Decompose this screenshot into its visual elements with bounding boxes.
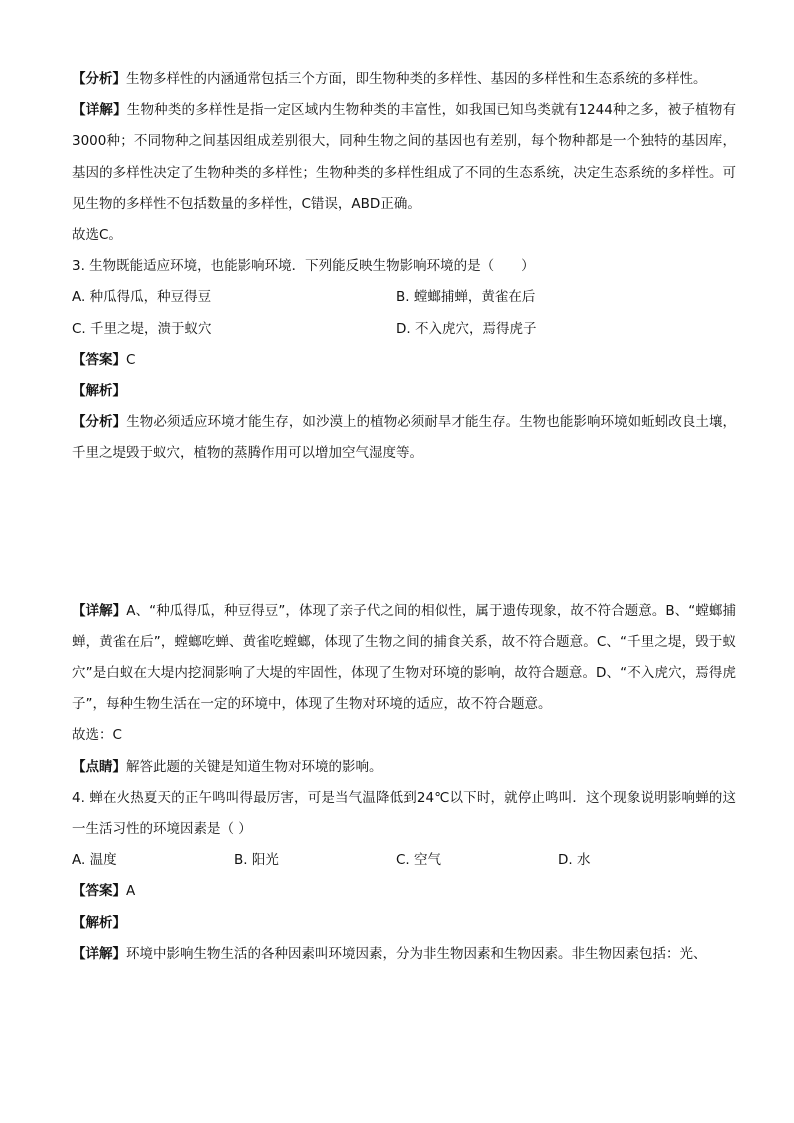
comment-tag: 【点睛】 xyxy=(72,758,126,775)
question-3-stem: 3. 生物既能适应环境，也能影响环境．下列能反映生物影响环境的是（ ） xyxy=(72,258,535,275)
question-3-answer xyxy=(72,345,736,376)
question-3-analysis xyxy=(72,407,736,469)
option-c: C. 空气 xyxy=(396,852,442,869)
detail-tag: 【详解】 xyxy=(72,102,127,119)
detail-tag: 【详解】 xyxy=(72,602,127,619)
option-d: D. 不入虎穴，焉得虎子 xyxy=(396,320,537,337)
option-a: A. 种瓜得瓜，种豆得豆 xyxy=(72,289,212,306)
question-3-options xyxy=(72,282,736,344)
question-4-explain-tag: 【解析】 xyxy=(72,914,126,931)
block1-conclusion: 故选C。 xyxy=(72,227,122,244)
detail-text: A、“种瓜得瓜，种豆得豆”，体现了亲子代之间的相似性，属于遗传现象，故不符合题意。B、“螳螂捕蝉，黄雀在后”，螳螂吃蝉、黄雀吃螳螂，体现了生物之间的捕食关系，故不符合题意。C、“千里之堤，毁于蚁穴”是白蚁在大堤内挖洞影响了大堤的牢固性，体现了生物对环境的影响，故符合题意。D、“不入虎穴，焉得虎子”，每种生物生活在一定的环境中，体现了生物对环境的适应，故不符合题意。 xyxy=(72,602,736,713)
comment-text: 解答此题的关键是知道生物对环境的影响。 xyxy=(126,758,383,775)
question-3-conclusion: 故选：C xyxy=(72,727,122,744)
question-4-options xyxy=(72,845,736,876)
page-content xyxy=(72,64,736,970)
question-4-detail xyxy=(72,939,736,970)
option-b: B. 螳螂捕蝉，黄雀在后 xyxy=(396,289,536,306)
analysis-text: 生物多样性的内涵通常包括三个方面，即生物种类的多样性、基因的多样性和生态系统的多样性。 xyxy=(126,71,707,87)
question-3-detail xyxy=(72,596,736,721)
question-4-answer xyxy=(72,876,736,907)
answer-tag: 【答案】 xyxy=(72,883,126,900)
block1-detail xyxy=(72,95,736,220)
option-c: C. 千里之堤，溃于蚁穴 xyxy=(72,320,212,337)
question-3-explain-tag: 【解析】 xyxy=(72,383,126,400)
analysis-tag: 【分析】 xyxy=(72,414,127,431)
detail-text: 生物种类的多样性是指一定区域内生物种类的丰富性，如我国已知鸟类就有1244种之多，被子植物有3000种；不同物种之间基因组成差别很大，同种生物之间的基因也有差别，每个物种都是一个独特的基因库，基因的多样性决定了生物种类的多样性；生物种类的多样性组成了不同的生态系统，决定生态系统的多样性。可见生物的多样性不包括数量的多样性，C错误，ABD正确。 xyxy=(72,102,737,212)
analysis-tag: 【分析】 xyxy=(72,71,126,87)
detail-tag: 【详解】 xyxy=(72,945,126,962)
answer-value: C xyxy=(126,351,136,368)
question-4-stem: 4. 蝉在火热夏天的正午鸣叫得最厉害，可是当气温降低到24℃以下时，就停止鸣叫．这个现象说明影响蝉的这一生活习性的环境因素是（ ） xyxy=(72,789,736,838)
detail-text: 环境中影响生物生活的各种因素叫环境因素，分为非生物因素和生物因素。非生物因素包括：光、 xyxy=(126,945,707,962)
analysis-text: 生物必须适应环境才能生存，如沙漠上的植物必须耐旱才能生存。生物也能影响环境如蚯蚓改良土壤，千里之堤毁于蚁穴，植物的蒸腾作用可以增加空气湿度等。 xyxy=(72,414,737,462)
answer-value: A xyxy=(126,883,136,900)
answer-tag: 【答案】 xyxy=(72,351,126,368)
question-3-comment xyxy=(72,752,736,783)
option-a: A. 温度 xyxy=(72,852,117,869)
block1-analysis xyxy=(72,64,736,95)
option-d: D. 水 xyxy=(558,852,591,869)
blank-space xyxy=(72,470,736,596)
option-b: B. 阳光 xyxy=(234,852,279,869)
